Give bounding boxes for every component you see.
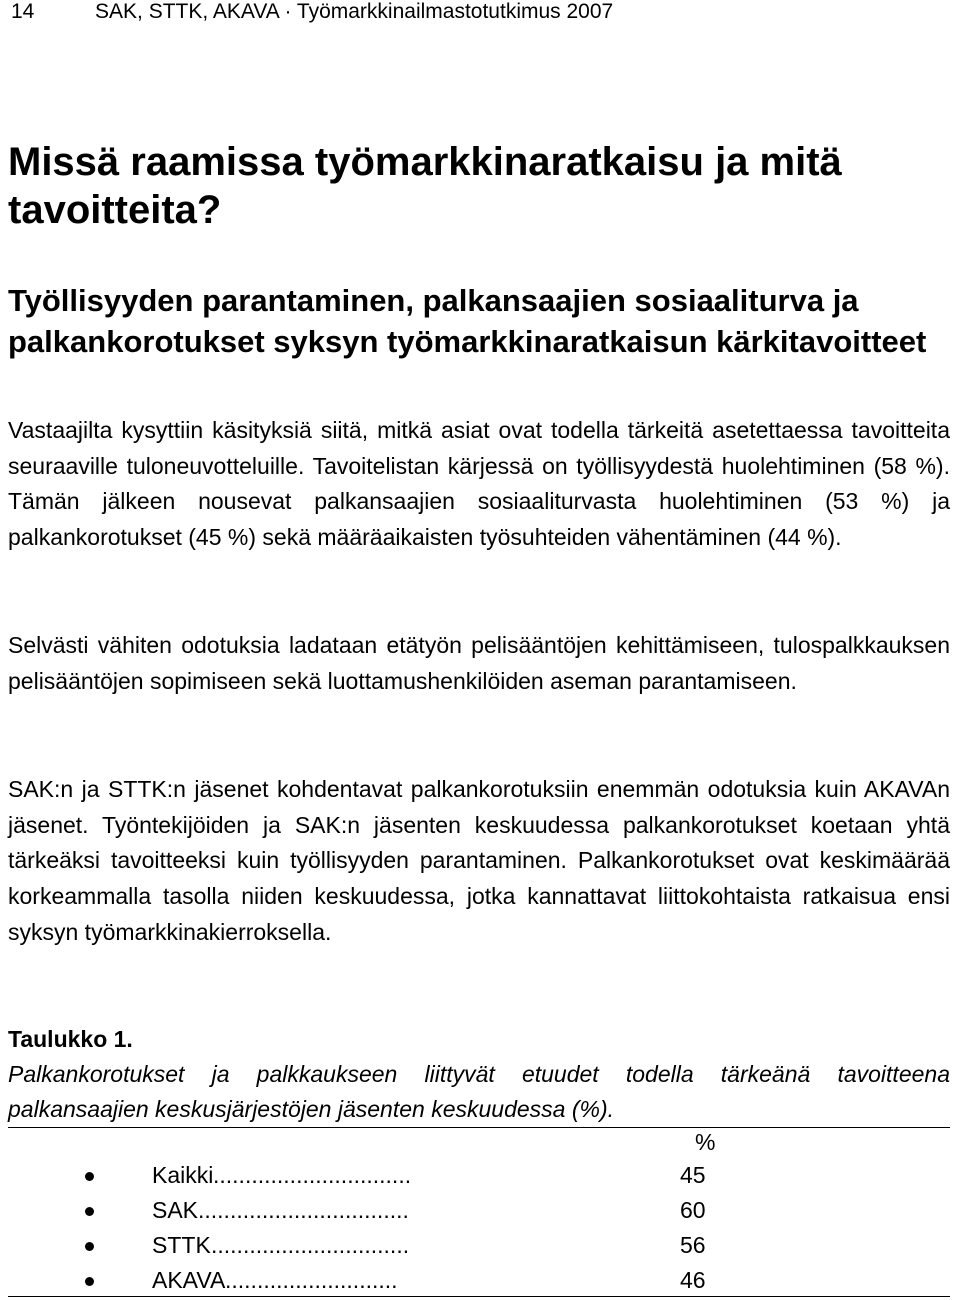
- table-label: Taulukko 1.: [8, 1026, 133, 1052]
- row-label: STTK: [152, 1232, 211, 1258]
- section-subtitle: Työllisyyden parantaminen, palkansaajien sosiaaliturva ja palkankorotukset syksyn työmarkkinaratkaisun kärkitavoitteet: [8, 283, 927, 359]
- row-label: AKAVA: [152, 1267, 226, 1293]
- table-row: [0, 1158, 960, 1193]
- table-description: Palkankorotukset ja palkkaukseen liittyvät etuudet todella tärkeänä tavoitteena palkansaajien keskusjärjestöjen jäsenten keskuudessa (%).: [8, 1061, 950, 1122]
- table-caption: [8, 1022, 950, 1127]
- page-number: 14: [11, 0, 35, 23]
- table-row: [0, 1263, 960, 1298]
- bullet-icon: [85, 1207, 94, 1216]
- running-title: SAK, STTK, AKAVA · Työmarkkinailmastotutkimus 2007: [95, 0, 614, 23]
- bullet-icon: [85, 1277, 94, 1286]
- table-bottom-rule: [8, 1296, 950, 1297]
- table-rows: [0, 1158, 960, 1298]
- running-header: [11, 0, 613, 24]
- row-leader-dots: .................................: [198, 1197, 409, 1223]
- row-leader-dots: ...........................: [225, 1267, 398, 1293]
- row-value: 46: [680, 1267, 706, 1293]
- row-leader-dots: ...............................: [211, 1232, 410, 1258]
- page-title: Missä raamissa työmarkkinaratkaisu ja mitä tavoitteita?: [8, 140, 842, 232]
- table-unit-header: %: [695, 1129, 716, 1155]
- table-row: [0, 1228, 960, 1263]
- row-value: 56: [680, 1232, 706, 1258]
- row-label: Kaikki: [152, 1162, 214, 1188]
- row-label: SAK: [152, 1197, 199, 1223]
- row-value: 45: [680, 1162, 706, 1188]
- body-paragraph-2: Selvästi vähiten odotuksia ladataan etätyön pelisääntöjen kehittämiseen, tulospalkkauksen pelisääntöjen sopimiseen sekä luottamushenkilöiden aseman parantamiseen.: [8, 632, 950, 694]
- table-row: [0, 1193, 960, 1228]
- row-value: 60: [680, 1197, 706, 1223]
- bullet-icon: [85, 1242, 94, 1251]
- row-leader-dots: ...............................: [213, 1162, 412, 1188]
- table-top-rule: [8, 1127, 950, 1128]
- body-paragraph-1: Vastaajilta kysyttiin käsityksiä siitä, mitkä asiat ovat todella tärkeitä asetettaessa tavoitteita seuraaville tuloneuvotteluille. Tavoitelistan kärjessä on työllisyydestä huolehtiminen (58 %). Tämän jälkeen nousevat palkansaajien sosiaaliturvasta huolehtiminen (53 %) ja palkankorotukset (45 %) sekä määräaikaisten työsuhteiden vähentäminen (44 %).: [8, 417, 950, 551]
- bullet-icon: [85, 1172, 94, 1181]
- body-paragraph-3: SAK:n ja STTK:n jäsenet kohdentavat palkankorotuksiin enemmän odotuksia kuin AKAVAn jäsenet. Työntekijöiden ja SAK:n jäsenten keskuudessa palkankorotukset koetaan yhtä tärkeäksi tavoitteeksi kuin työllisyyden parantaminen. Palkankorotukset ovat keskimäärää korkeammalla tasolla niiden keskuudessa, jotka kannattavat liittokohtaista ratkaisua ensi syksyn työmarkkinakierroksella.: [8, 776, 950, 945]
